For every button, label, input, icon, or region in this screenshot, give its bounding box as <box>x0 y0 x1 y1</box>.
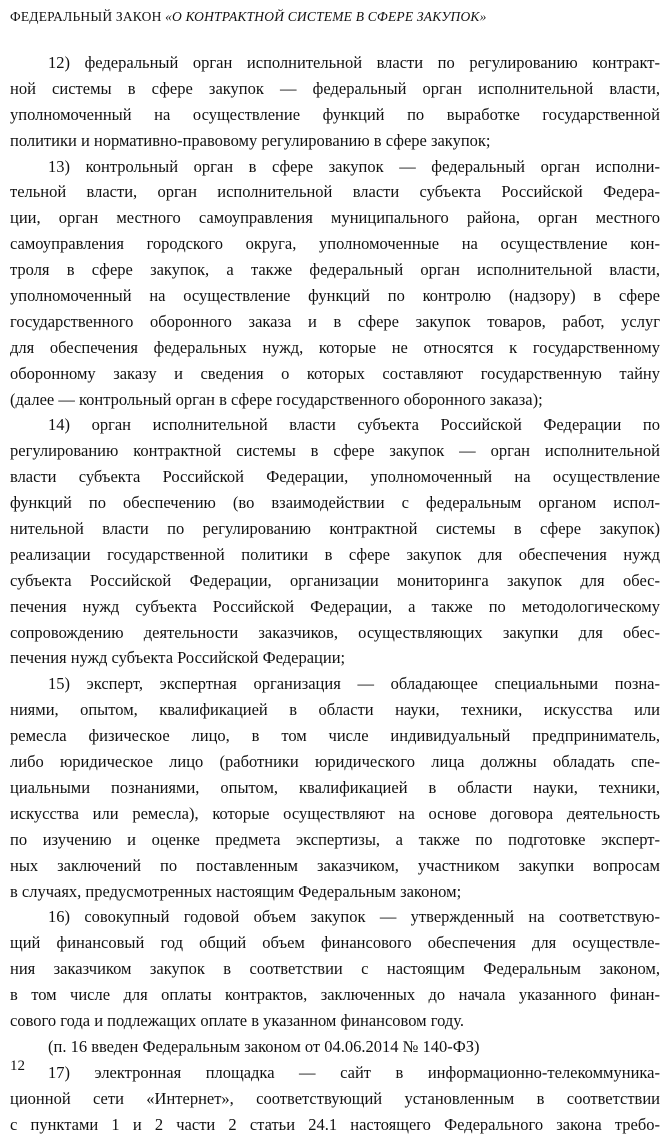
text-line: ной системы в сфере закупок — федеральный орган исполнительной власти, <box>10 78 660 98</box>
text-line: (п. 16 введен Федеральным законом от 04.06.2014 № 140-ФЗ) <box>48 1036 480 1056</box>
text-line: печения нужд субъекта Российской Федерации, а также по методологическому <box>10 596 660 616</box>
text-line: для обеспечения федеральных нужд, которые не относятся к государственному <box>10 337 660 357</box>
text-line: ния заказчиком закупок в соответствии с настоящим Федеральным законом, <box>10 959 660 979</box>
text-line: уполномоченный на осуществление функций по контролю (надзору) в сфере <box>10 286 660 306</box>
text-line: в том числе для оплаты контрактов, заключенных до начала указанного финан- <box>10 985 660 1005</box>
text-line: нительной власти по регулированию контрактной системы в сфере закупок) <box>10 519 660 539</box>
running-header-law-title: «О КОНТРАКТНОЙ СИСТЕМЕ В СФЕРЕ ЗАКУПОК» <box>165 9 487 24</box>
text-line: 16) совокупный годовой объем закупок — утвержденный на соответствую- <box>48 907 660 927</box>
text-line: ных заключений по поставленным заказчиком, участником закупки вопросам <box>10 855 660 875</box>
text-line: циальными познаниями, опытом, квалификацией в области науки, техники, <box>10 777 660 797</box>
text-line: уполномоченный на осуществление функций по выработке государственной <box>10 104 660 124</box>
text-line: искусства или ремесла), которые осуществляют на основе договора деятельность <box>10 803 660 823</box>
text-line: печения нужд субъекта Российской Федерации; <box>10 648 346 668</box>
text-line: реализации государственной политики в сфере закупок для обеспечения нужд <box>10 544 660 564</box>
text-line: ниями, опытом, квалификацией в области науки, техники, искусства или <box>10 700 660 720</box>
text-line: по изучению и оценке предмета экспертизы, а также по подготовке эксперт- <box>10 829 660 849</box>
page-number: 12 <box>10 1058 25 1074</box>
text-line: в случаях, предусмотренных настоящим Федеральным законом; <box>10 881 462 901</box>
text-line: государственного оборонного заказа и в сфере закупок товаров, работ, услуг <box>10 311 660 331</box>
text-line: 17) электронная площадка — сайт в информационно-телекоммуника- <box>48 1062 660 1082</box>
text-line: щий финансовый год общий объем финансового обеспечения для осуществле- <box>10 933 660 953</box>
text-line: функций по обеспечению (во взаимодействии с федеральным органом испол- <box>10 493 660 513</box>
text-line: ционной сети «Интернет», соответствующий установленным в соответствии <box>10 1088 660 1108</box>
text-line: троля в сфере закупок, а также федеральный орган исполнительной власти, <box>10 260 660 280</box>
text-line: самоуправления городского округа, уполномоченные на осуществление кон- <box>10 234 660 254</box>
text-line: власти субъекта Российской Федерации, уполномоченный на осуществление <box>10 467 660 487</box>
body-text <box>10 50 660 1137</box>
text-line: субъекта Российской Федерации, организации мониторинга закупок для обес- <box>10 570 660 590</box>
text-line: 14) орган исполнительной власти субъекта Российской Федерации по <box>48 415 660 435</box>
text-line: 12) федеральный орган исполнительной власти по регулированию контракт- <box>48 53 660 72</box>
text-line: ремесла физическое лицо, в том числе индивидуальный предприниматель, <box>10 726 660 746</box>
running-header <box>10 8 660 26</box>
text-line: ции, орган местного самоуправления муниципального района, орган местного <box>10 208 660 228</box>
text-line: сового года и подлежащих оплате в указанном финансовом году. <box>10 1010 464 1030</box>
text-line: тельной власти, орган исполнительной власти субъекта Российской Федера- <box>10 182 660 202</box>
running-header-law-type: ФЕДЕРАЛЬНЫЙ ЗАКОН <box>10 9 162 24</box>
text-line: (далее — контрольный орган в сфере государственного оборонного заказа); <box>10 389 543 409</box>
text-line: политики и нормативно-правовому регулированию в сфере закупок; <box>10 130 491 150</box>
text-line: либо юридическое лицо (работники юридического лица должны обладать спе- <box>10 752 660 772</box>
text-line: оборонному заказу и сведения о которых составляют государственную тайну <box>10 363 660 383</box>
text-line: сопровождению деятельности заказчиков, осуществляющих закупки для обес- <box>10 622 660 642</box>
text-line: регулированию контрактной системы в сфере закупок — орган исполнительной <box>10 441 660 461</box>
text-line: 13) контрольный орган в сфере закупок — федеральный орган исполни- <box>48 156 660 176</box>
text-line: 15) эксперт, экспертная организация — обладающее специальными позна- <box>48 674 660 694</box>
text-line: с пунктами 1 и 2 части 2 статьи 24.1 настоящего Федерального закона требо- <box>10 1114 660 1134</box>
